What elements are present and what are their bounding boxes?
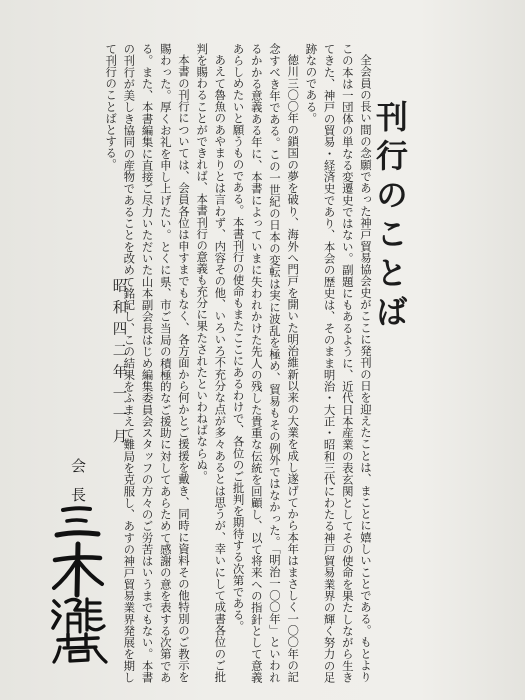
paragraph: 徳川三〇〇年の鎖国の夢を破り、海外へ門戸を開いた明治維新以来の大業を成し遂げてから本年はまさしく一〇〇年の記念すべき年である。この一世紀の日本の変転は実に波乱を極め、貿易もその例外ではなかった。「明治一〇〇年」といわれるかかる意義ある年に、本書によっていまに失われかけた先人の残した貴重な伝統を回顧し、以て将来への指針として意義あらしめたいと願うものである。本書刊行の使命もまたここにあるわけで、各位のご批判を期待する次第である。 (231, 43, 301, 683)
body-text (102, 43, 375, 683)
paragraph: あえて魯魚のあやまりとは言わず、内容その他、いろいろ不充分な点が多々あるとは思うが、幸いにして成書各位のご批判を賜わることができれば、本書刊行の意義も充分に果たされたといわねばならぬ。 (195, 43, 228, 683)
paragraph: 全会員の長い間の念願であった神戸貿易協会史がここに発刊の日を迎えたことは、まことに嬉しいことである。もとよりこの本は一団体の単なる変遷史ではない。副題にもあるように、近代日本産業の表玄関としてその使命を果たしながら生きてきた、神戸の貿易・経済史であり、本会の歴史は、そのまま明治・大正・昭和三代にわたる神戸貿易業界の輝く努力の足跡なのである。 (304, 43, 373, 683)
publication-date: 昭和四二年一一月 (110, 278, 127, 450)
signature-image (46, 500, 110, 665)
paragraph: 本書の刊行については、会員各位は申すまでもなく、各方面から何かとご援援を戴き、同時に資料その他特別のご教示を賜わった。厚くお礼を申し上げたい。とくに県、市ご当局の積極的なご援助に対してあらためて感謝の意を表する次第である。また、本書編集に直接ご尽力いただいた山本副会長はじめ編集委員会スタッフの方々のご労苦はいうまでもない。本書の刊行が美しき協同の産物であることを改めて銘記し、この結果をふまえて難局を克服し、あすの神戸貿易業界発展を期して刊行のことばとする。 (104, 43, 191, 683)
page-title: 刊行のことば (371, 100, 409, 334)
signer-role: 会長 (69, 458, 87, 516)
